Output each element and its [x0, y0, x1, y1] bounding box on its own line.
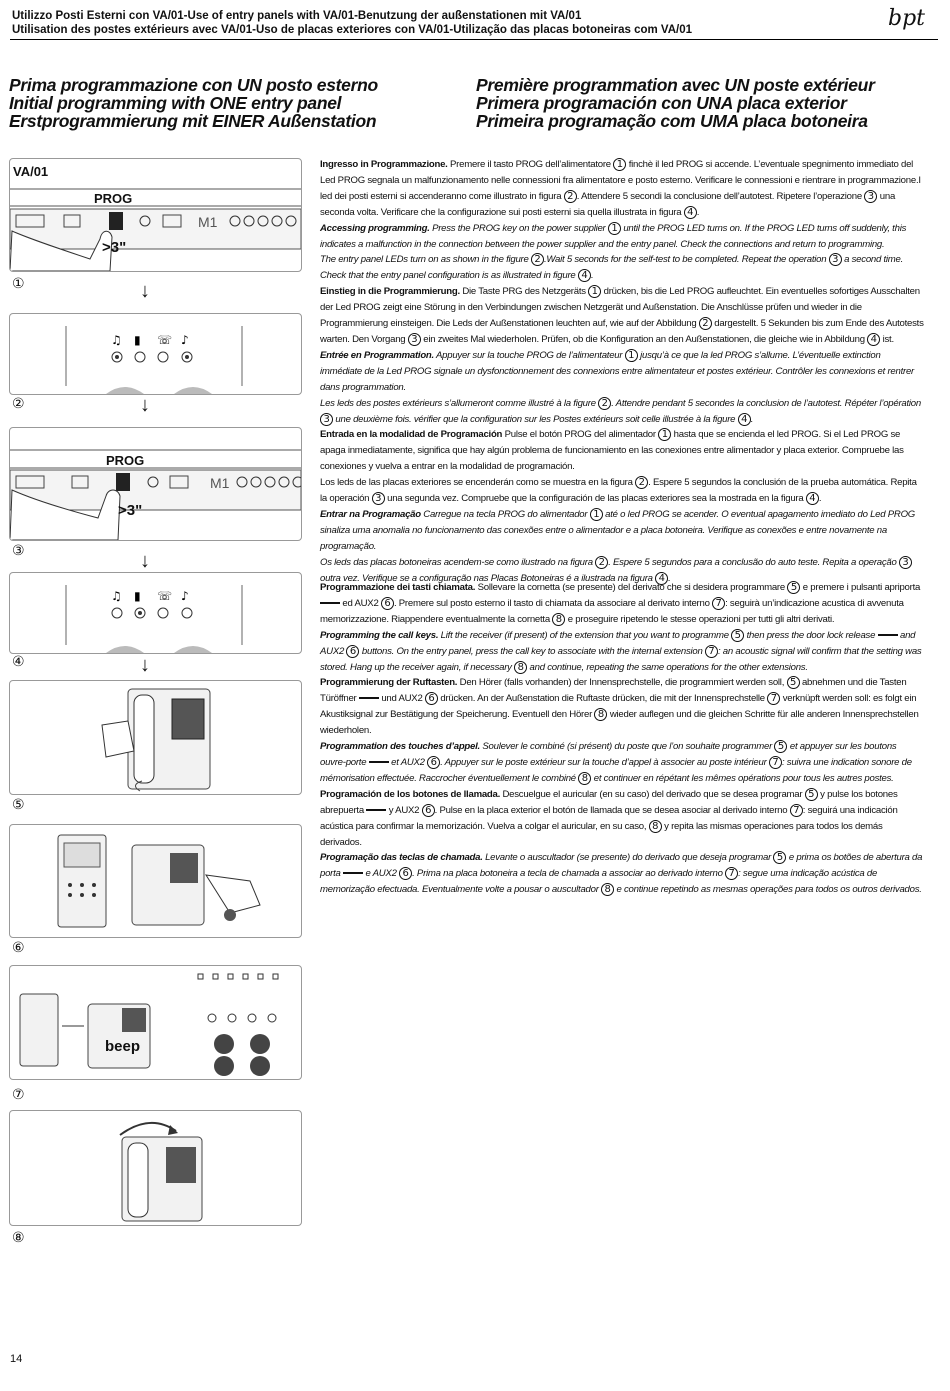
- svg-text:☏: ☏: [157, 333, 173, 347]
- header-line-2: Utilisation des postes extérieurs avec VA/01-Uso de placas exteriores con VA/01-Utilização das placas botoneiras com VA/01: [12, 24, 693, 36]
- entry-panel-leds-illustration: [10, 573, 301, 653]
- entry-panel-leds-illustration: [10, 314, 301, 394]
- title-es: Primera programación con UNA placa exterior: [476, 93, 847, 113]
- title-fr: Première programmation avec UN poste extérieur: [476, 75, 875, 95]
- time-label: >3": [118, 502, 143, 519]
- title-de: Erstprogrammierung mit EINER Außenstation: [9, 111, 377, 131]
- prog-label: PROG: [106, 453, 145, 468]
- figure-7: [9, 965, 302, 1080]
- page-number: 14: [10, 1353, 23, 1365]
- figure-5-number: ⑤: [12, 797, 25, 813]
- figure-3-number: ③: [12, 543, 25, 559]
- title-pt: Primeira programação com UMA placa botoneira: [476, 111, 868, 131]
- down-arrow-icon: ↓: [140, 394, 150, 416]
- call-button-illustration: [10, 966, 301, 1079]
- figure-1: [9, 158, 302, 272]
- programming-entry-text: Ingresso in Programmazione. Premere il tasto PROG dell’alimentatore 1 finchè il led PROG si accende. L’eventuale spegnimento immediato del Led PROG segnala un malfunzionamento nelle connessioni fra alimentatore e posto esterno. Verificare le connessioni e rientrare in programmazione.I led dei posti esterni si accenderanno come illustrato in figura 2 . Attendere 5 secondi la conclusione dell’autotest. Ripetere l’operazione 3 una seconda volta. Verificare che la configurazione sui posti esterni sia quella illustrata in figura 4 . Accessing programming. Press the PROG key on the power supplier 1 until the PROG LED turns on. If the PROG LED turns off suddenly, this indicates a malfunction in the connection between the power supplier and the entry panel. Check the connections and return to programming. The entry panel LEDs turn on as shown in the figure 2 .Wait 5 seconds for the self-test to be completed. Repeat the operation 3 a second time. Check that the entry panel configuration is as illustrated in figure 4 . Einstieg in die Programmierung. Die Taste PRG des Netzgeräts 1 drücken, bis die Led PROG aufleuchtet. Ein eventuelles sofortiges Ausschalten der Led PROG zeigt eine Störung in den Verbindungen zwischen Netzgerät und Außenstation. Die Anschlüsse prüfen und wieder in die Programmierung einsteigen. Die Leds der Außenstationen leuchten auf, wie auf der Abbildung 2 dargestellt. 5 Sekunden bis zum Ende des Autotests warten. Den Vorgang 3 ein zweites Mal wiederholen. Prüfen, ob die Konfiguration an den Außenstationen, die gleiche wie in Abbildung 4 ist. Entrée en Programmation. Appuyer sur la touche PROG de l’alimentateur 1 jusqu’à ce que la led PROG s’allume. L’éventuelle extinction immédiate de la Led PROG signale un dysfonctionnement des connexions entre alimentateur et postes extérieur. Contrôler les connexions et rentrer dans programmation. Les leds des postes extérieurs s’allumeront comme illustré à la figure 2 . Attendre pendant 5 secondes la conclusion de l’autotest. Répéter l’opération 3 une deuxième fois. vérifier que la configuration sur les Postes extérieurs soit celle illustrée à la figure 4 . Entrada en la modalidad de Programación Pulse el botón PROG del alimentador 1 hasta que se encienda el led PROG. Si el Led PROG se apaga inmediatamente, significa que hay algún problema de funcionamiento en las conexiones entre alimentador y placa exterior. Compruebe las conexiones y vuelva a entrar en la modalidad de programación. Los leds de las placas exteriores se encenderán como se muestra en la figura 2 . Espere 5 segundos la conclusión de la prueba automática. Repita la operación 3 una segunda vez. Compruebe que la configuración de las placas exteriores sea la mostrada en la figura 4 . Entrar na Programação Carregue na tecla PROG do alimentador 1 até o led PROG se acender. O eventual apagamento imediato do Led PROG sinaliza uma anomalia no funcionamento das conexões entre o alimentador e a placa botoneira. Verifique as conexões e entre novamente na programação. Os leds das placas botoneiras acendem-se como ilustrado na figura 2 . Espere 5 segundos para a conclusão do auto teste. Repita a operação 3 outra vez. Verifique se a configuração nas Placas Botoneiras é a ilustrada na figura 4 .: [320, 159, 924, 584]
- header-divider: [10, 39, 938, 40]
- power-supply-illustration: [10, 159, 301, 271]
- title-en: Initial programming with ONE entry panel: [9, 93, 342, 113]
- title-it: Prima programmazione con UN posto esterno: [9, 75, 378, 95]
- figure-8: [9, 1110, 302, 1226]
- svg-text:▮: ▮: [134, 589, 141, 603]
- svg-text:♫: ♫: [111, 333, 122, 347]
- svg-text:♫: ♫: [111, 589, 122, 603]
- title-right: [476, 76, 875, 130]
- figure-8-number: ⑧: [12, 1230, 25, 1246]
- svg-text:♪: ♪: [181, 333, 189, 347]
- down-arrow-icon: ↓: [140, 280, 150, 302]
- header-line-1: Utilizzo Posti Esterni con VA/01-Use of entry panels with VA/01-Benutzung der außenstationen mit VA/01: [12, 10, 582, 22]
- svg-text:▮: ▮: [134, 333, 141, 347]
- figure-4: [9, 572, 302, 654]
- m1-label: M1: [198, 214, 218, 230]
- figure-2-number: ②: [12, 396, 25, 412]
- figure-5: [9, 680, 302, 795]
- figure-6: [9, 824, 302, 938]
- prog-label: PROG: [94, 191, 133, 206]
- figure-1-number: ①: [12, 276, 25, 292]
- down-arrow-icon: ↓: [140, 550, 150, 572]
- time-label: >3": [102, 239, 127, 256]
- panel-and-handset-illustration: [10, 825, 301, 937]
- figure-7-number: ⑦: [12, 1087, 25, 1103]
- handset-illustration: [10, 681, 301, 794]
- power-supply-illustration: [10, 428, 301, 540]
- figure-3: [9, 427, 302, 541]
- beep-label: beep: [105, 1038, 141, 1055]
- panel-label: VA/01: [13, 164, 49, 179]
- figure-6-number: ⑥: [12, 940, 25, 956]
- bpt-logo: bpt: [888, 6, 926, 31]
- svg-text:☏: ☏: [157, 589, 173, 603]
- m1-label: M1: [210, 475, 230, 491]
- page-header: [12, 9, 872, 37]
- figure-4-number: ④: [12, 654, 25, 670]
- title-left: [9, 76, 378, 130]
- figure-2: [9, 313, 302, 395]
- hang-up-illustration: [10, 1111, 301, 1225]
- call-keys-programming-text: Programmazione dei tasti chiamata. Sollevare la cornetta (se presente) del derivato che si desidera programmare 5 e premere i pulsanti apriporta ed AUX2 6 . Premere sul posto esterno il tasto di chiamata da associare al derivato interno 7 : seguirà un’indicazione acustica di avvenuta memorizzazione. Riappendere eventualmente la cornetta 8 e proseguire ripetendo le stesse operazioni per tutti gli altri derivati. Programming the call keys. Lift the receiver (if present) of the extension that you want to programme 5 then press the door lock release and AUX2 6 buttons. On the entry panel, press the call key to associate with the internal extension 7 : an acoustic signal will confirm that the setting was stored. Hang up the receiver again, if necessary 8 and continue, repeating the same operations for the other extensions. Programmierung der Ruftasten. Den Hörer (falls vorhanden) der Innensprechstelle, die programmiert werden soll, 5 abnehmen und die Tasten Türöffner und AUX2 6 drücken. An der Außenstation die Ruftaste drücken, die mit der Innensprechstelle 7 verknüpft werden soll: es folgt ein Akustiksignal zur Bestätigung der Speicherung. Eventuell den Hörer 8 wieder auflegen und die gleichen Schritte für alle anderen Innensprechstellen wiederholen. Programmation des touches d’appel. Soulever le combiné (si présent) du poste que l’on souhaite programmer 5 et appuyer sur les boutons ouvre-porte et AUX2 6 . Appuyer sur le poste extérieur sur la touche d’appel à associer au poste intérieur 7 : suivra une indication sonore de mémorisation effectuée. Raccrocher éventuellement le combiné 8 et continuer en répétant les mêmes opérations pour tous les autres postes. Programación de los botones de llamada. Descuelgue el auricular (en su caso) del derivado que se desea programar 5 y pulse los botones abrepuerta y AUX2 6 . Pulse en la placa exterior el botón de llamada que se desea asociar al derivado interno 7 : seguirá una indicación acústica para confirmar la memorización. Vuelva a colgar el auricular, en su caso, 8 y repita las mismas operaciones para todos los demás derivados. Programação das teclas de chamada. Levante o auscultador (se presente) do derivado que deseja programar 5 e prima os botões de abertura da porta e AUX2 6 . Prima na placa botoneira a tecla de chamada a associar ao derivado interno 7 : segue uma indicação acústica de memorização efectuada. Eventualmente volte a pousar o auscultador 8 e continue repetindo as mesmas operações para todos os outros derivados.: [320, 582, 923, 896]
- svg-text:♪: ♪: [181, 589, 189, 603]
- down-arrow-icon: ↓: [140, 654, 150, 676]
